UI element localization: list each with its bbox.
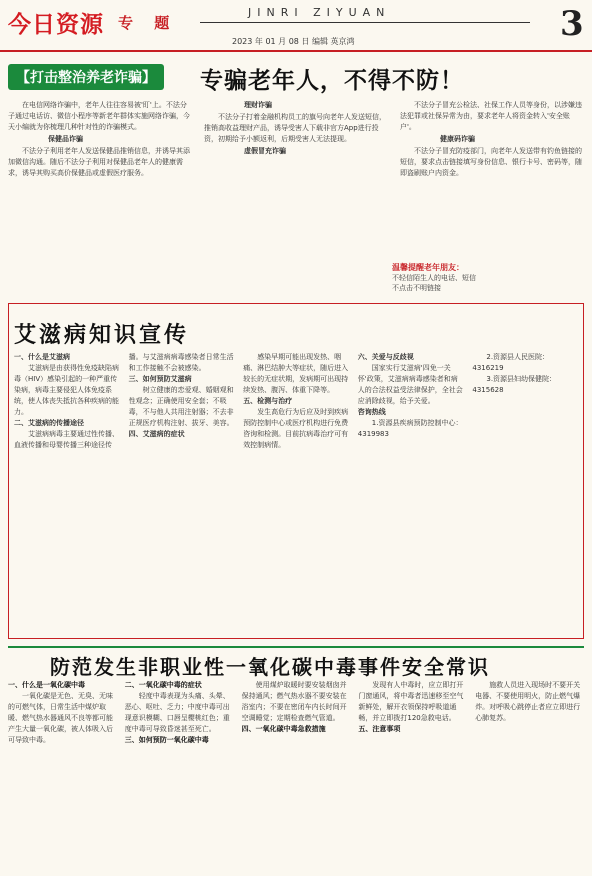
article-subhead: 理财诈骗 bbox=[244, 101, 272, 109]
campaign-tag: 【打击整治养老诈骗】 bbox=[8, 64, 164, 90]
masthead bbox=[0, 0, 592, 52]
co-poisoning-article bbox=[8, 680, 584, 870]
aids-paragraph: 艾滋病病毒主要通过性传播、血液传播和母婴传播三种途径传播。与艾滋病病毒感染者日常生活和工作接触不会被感染。 bbox=[14, 353, 234, 449]
co-paragraph: 发现有人中毒时，应立即打开门窗通风，将中毒者迅速移至空气新鲜处，解开衣领保持呼吸道通畅，并立即拨打120急救电话。 bbox=[358, 681, 464, 722]
newspaper-logo: 今日资源 bbox=[8, 11, 104, 38]
co-subhead: 五、注意事项 bbox=[358, 725, 401, 733]
aids-subhead: 一、什么是艾滋病 bbox=[14, 353, 70, 361]
anti-fraud-headline: 专骗老年人，不得不防！ bbox=[200, 68, 464, 94]
dateline: 2023 年 01 月 08 日 编辑 英京鸿 bbox=[232, 37, 355, 46]
page-number: 3 bbox=[560, 4, 584, 44]
aids-subhead: 二、艾滋病的传播途径 bbox=[14, 419, 84, 427]
aids-paragraph: 国家实行艾滋病'四免一关怀'政策，艾滋病病毒感染者和病人的合法权益受法律保护，全社会应消除歧视，给予关爱。 bbox=[357, 364, 463, 405]
article-subhead: 健康码诈骗 bbox=[440, 135, 475, 143]
section-divider bbox=[8, 646, 584, 648]
co-paragraph: 使用煤炉取暖时要安装烟囱并保持通风；燃气热水器不要安装在浴室内；不要在密闭车内长时间开空调睡觉；定期检查燃气管道。 bbox=[241, 681, 347, 722]
aids-subhead: 五、检测与治疗 bbox=[243, 397, 293, 405]
warning-item: 不点击不明链接 bbox=[392, 284, 441, 292]
warning-box bbox=[392, 262, 580, 294]
co-subhead: 四、一氧化碳中毒急救措施 bbox=[241, 725, 326, 733]
aids-paragraph: 树立健康的恋爱观、婚姻观和性观念；正确使用安全套；不吸毒，不与他人共用注射器；不去非正规医疗机构注射、拔牙、美容。 bbox=[128, 386, 234, 427]
aids-subhead: 六、关爱与反歧视 bbox=[357, 353, 414, 361]
aids-article bbox=[14, 352, 579, 632]
article-paragraph: 在电信网络诈骗中，老年人往往容易被'盯'上。不法分子通过电话访、微信小程序等新老年群体实施网络诈骗，今天小编就为你梳理几种针对性的诈骗模式。 bbox=[8, 101, 190, 131]
warning-title: 温馨提醒老年朋友： bbox=[392, 263, 464, 272]
warning-list bbox=[392, 273, 580, 293]
hotline-item: 1.资源县疾病预防控制中心：4319983 bbox=[357, 419, 463, 438]
aids-paragraph: 感染早期可能出现发热、咽痛、淋巴结肿大等症状，随后进入较长的无症状期，发病期可出现持续发热、腹泻、体重下降等。 bbox=[243, 353, 349, 394]
co-paragraph: 一氧化碳是无色、无臭、无味的可燃气体，日常生活中煤炉取暖、燃气热水器通风不良等都可能产生大量一氧化碳，被人体吸入后可导致中毒。 bbox=[8, 692, 113, 744]
co-paragraph: 施救人员进入现场时不要开关电器、不要使用明火，防止燃气爆炸。对呼吸心跳停止者应立即进行心肺复苏。 bbox=[475, 681, 581, 722]
article-subhead: 保健品诈骗 bbox=[48, 135, 83, 143]
co-poisoning-headline: 防范发生非职业性一氧化碳中毒事件安全常识 bbox=[50, 655, 490, 679]
hotline-item: 3.资源县妇幼保健院：4315628 bbox=[472, 375, 557, 394]
hotline-title: 咨询热线 bbox=[357, 408, 386, 416]
article-paragraph: 不法分子打着金融机构员工的旗号向老年人发送短信，推销高收益理财产品，诱导受害人下载非官方App进行投资，初期给予小额返利，后期受害人无法提现。 bbox=[204, 113, 386, 143]
anti-fraud-title bbox=[8, 60, 584, 94]
section-topic: 专 题 bbox=[118, 14, 178, 32]
article-paragraph: 不法分子冒充防疫部门，向老年人发送带有钓鱼链接的短信，要求点击链接填写身份信息、银行卡号、密码等，随即盗刷账户内资金。 bbox=[400, 147, 582, 177]
co-subhead: 三、如何预防一氧化碳中毒 bbox=[124, 736, 209, 744]
co-subhead: 一、什么是一氧化碳中毒 bbox=[8, 681, 85, 689]
masthead-pinyin: JINRI ZIYUAN bbox=[248, 6, 391, 19]
co-paragraph: 轻度中毒表现为头痛、头晕、恶心、呕吐、乏力；中度中毒可出现意识模糊、口唇呈樱桃红色；重度中毒可导致昏迷甚至死亡。 bbox=[124, 692, 230, 733]
warning-item: 不轻信陌生人的电话、短信 bbox=[392, 274, 476, 282]
hotline-item: 2.资源县人民医院：4316219 bbox=[472, 353, 550, 372]
aids-paragraph: 艾滋病是由获得性免疫缺陷病毒（HIV）感染引起的一种严重传染病，病毒主要侵犯人体免疫系统，使人体丧失抵抗各种疾病的能力。 bbox=[14, 364, 119, 416]
co-subhead: 二、一氧化碳中毒的症状 bbox=[124, 681, 202, 689]
article-subhead: 虚假冒充诈骗 bbox=[244, 147, 286, 155]
aids-subhead: 三、如何预防艾滋病 bbox=[128, 375, 192, 383]
masthead-rule bbox=[200, 22, 530, 23]
aids-paragraph: 发生高危行为后应及时到疾病预防控制中心或医疗机构进行免费咨询和检测。目前抗病毒治疗可有效控制病情。 bbox=[243, 408, 349, 449]
aids-subhead: 四、艾滋病的症状 bbox=[128, 430, 185, 438]
aids-headline: 艾滋病知识宣传 bbox=[14, 323, 190, 348]
article-paragraph: 不法分子冒充公检法、社保工作人员等身份，以涉嫌违法犯罪或社保异常为由，要求老年人将资金转入'安全账户'。 bbox=[400, 101, 582, 131]
article-paragraph: 不法分子利用老年人发送保健品推销信息，并诱导其添加微信沟通。随后不法分子利用对保健品老年人的健康需求，诱导其购买高价保健品或虚假医疗服务。 bbox=[8, 147, 190, 177]
